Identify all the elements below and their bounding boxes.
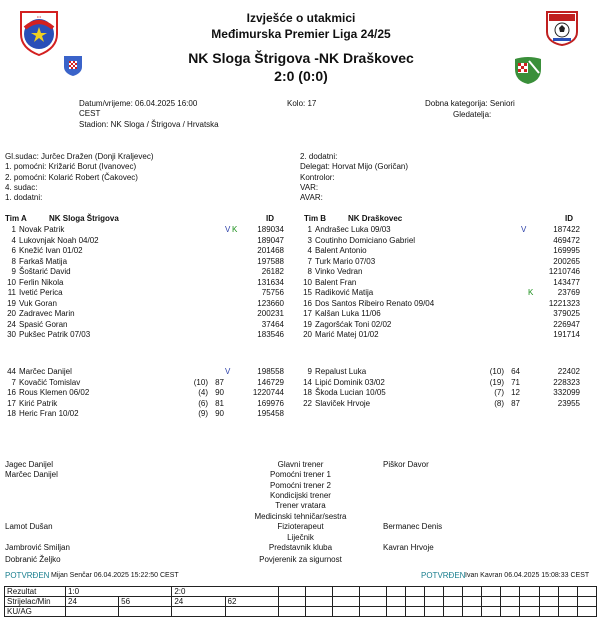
delegate: Delegat: Horvat Mijo (Goričan) <box>300 162 409 171</box>
confirm-left-tag: POTVRĐEN <box>5 571 50 580</box>
player-number: 16 <box>303 298 312 308</box>
timezone: CEST <box>79 109 101 118</box>
player-id: 183546 <box>257 330 284 339</box>
sub-minute: 90 <box>215 409 224 418</box>
sub-for: (10) <box>489 367 504 376</box>
player-name: Dos Santos Ribeiro Renato 09/04 <box>315 298 435 308</box>
role-goalkeeper-coach: Trener vratara <box>275 501 326 510</box>
player-id: 198558 <box>257 367 284 376</box>
sub-minute: 64 <box>511 367 520 376</box>
player-number: 6 <box>11 246 16 255</box>
sub-minute: 87 <box>215 377 224 387</box>
score-cell-2: 2:0 <box>172 587 278 597</box>
staff-right-2: Bermanec Denis <box>383 522 443 531</box>
staff-left-3: Lamot Dušan <box>5 522 53 531</box>
player-name: Vinko Vedran <box>315 267 363 276</box>
role-club-representative: Predstavnik kluba <box>268 543 333 552</box>
player-number: 20 <box>303 330 312 339</box>
player-id: 228323 <box>553 377 580 387</box>
player-name: Novak Patrik <box>19 225 65 234</box>
player-number: 18 <box>303 388 312 397</box>
staff-right-1: Piškor Davor <box>383 460 429 469</box>
player-name: Heric Fran 10/02 <box>19 409 79 418</box>
player-name: Radiković Matija <box>315 288 374 297</box>
player-name: Spasić Goran <box>19 319 68 329</box>
player-id: 123660 <box>257 298 284 308</box>
player-id: 23955 <box>557 398 580 408</box>
player-number: 4 <box>307 246 312 255</box>
player-id: 200231 <box>257 309 284 318</box>
role-doctor: Liječnik <box>287 533 314 542</box>
player-name: Rous Klemen 06/02 <box>19 388 90 397</box>
team-a-id-header: ID <box>266 214 274 223</box>
player-number: 18 <box>7 409 16 418</box>
player-number: 17 <box>303 309 312 318</box>
player-name: Kirić Patrik <box>19 398 58 408</box>
player-number: 1 <box>307 225 312 234</box>
player-id: 75756 <box>261 288 284 297</box>
player-name: Knežić Ivan 01/02 <box>19 246 83 255</box>
player-number: 7 <box>307 256 312 266</box>
player-id: 22402 <box>557 367 580 376</box>
scorers-label-cell: Strijelac/Min <box>5 597 66 607</box>
player-number: 16 <box>7 388 16 397</box>
role-head-coach: Glavni trener <box>277 460 324 469</box>
role-badge: K <box>528 288 534 297</box>
player-name: Coutinho Domiciano Gabriel <box>315 235 416 245</box>
player-id: 23769 <box>557 288 580 297</box>
player-name: Balent Antonio <box>315 246 367 255</box>
scorer-min-4: 62 <box>225 597 278 607</box>
player-number: 15 <box>303 288 312 297</box>
scorer-min-1: 24 <box>66 597 119 607</box>
controller: Kontrolor: <box>300 173 335 182</box>
sub-for: (7) <box>494 388 504 397</box>
player-number: 24 <box>7 319 16 329</box>
player-id: 379025 <box>553 309 580 318</box>
assistant-referee-2: 2. pomoćni: Kolarić Robert (Čakovec) <box>5 173 138 182</box>
player-number: 11 <box>7 288 16 297</box>
sub-for: (10) <box>193 377 208 387</box>
final-score: 2:0 (0:0) <box>274 68 328 84</box>
player-id: 131634 <box>257 277 284 287</box>
sub-minute: 87 <box>511 398 520 408</box>
sub-minute: 90 <box>215 388 224 397</box>
team-a-label: Tim A <box>5 214 27 223</box>
age-category: Dobna kategorija: Seniori <box>425 99 515 108</box>
player-name: Šoštarić David <box>19 267 71 276</box>
staff-left-1: Jagec Danijel <box>5 460 54 469</box>
role-badge: V <box>225 367 231 376</box>
player-number: 30 <box>7 330 16 339</box>
player-number: 10 <box>7 277 16 287</box>
additional-official-2: 2. dodatni: <box>300 152 338 161</box>
player-name: Zagoršćak Toni 02/02 <box>315 319 392 329</box>
player-id: 1210746 <box>548 267 580 276</box>
player-number: 9 <box>307 367 312 376</box>
player-name: Slaviček Hrvoje <box>315 398 371 408</box>
player-number: 22 <box>303 398 312 408</box>
confirm-right-text: Ivan Kavran 06.04.2025 15:08:33 CEST <box>465 572 590 579</box>
avar-official: AVAR: <box>300 193 323 202</box>
player-id: 189047 <box>257 235 284 245</box>
confirm-left-text: Mijan Senčar 06.04.2025 15:22:50 CEST <box>51 572 179 579</box>
role-badge: K <box>232 225 238 234</box>
player-id: 169995 <box>553 246 580 255</box>
player-number: 19 <box>303 319 312 329</box>
player-number: 10 <box>303 277 312 287</box>
results-row-scorers <box>5 597 597 607</box>
player-name: Škoda Lucian 10/05 <box>315 388 386 397</box>
player-name: Farkaš Matija <box>19 256 68 266</box>
player-id: 169976 <box>257 398 284 408</box>
player-id: 189034 <box>257 225 284 234</box>
player-id: 143477 <box>553 277 580 287</box>
results-table <box>4 586 597 617</box>
player-number: 44 <box>7 367 16 376</box>
results-row-ku <box>5 607 597 617</box>
player-name: Pukšec Patrik 07/03 <box>19 330 91 339</box>
player-number: 1 <box>11 225 16 234</box>
var-official: VAR: <box>300 183 319 192</box>
player-number: 7 <box>11 377 16 387</box>
player-name: Lipić Dominik 03/02 <box>315 377 385 387</box>
staff-left-2: Marčec Danijel <box>5 470 58 479</box>
ku-label-cell: KU/AG <box>5 607 66 617</box>
sub-for: (6) <box>198 398 208 408</box>
player-id: 191714 <box>553 330 580 339</box>
player-id: 197588 <box>257 256 284 266</box>
spectators: Gledatelja: <box>453 110 492 119</box>
player-id: 200265 <box>553 256 580 266</box>
player-id: 146729 <box>257 377 284 387</box>
player-number: 14 <box>303 377 312 387</box>
player-id: 1220744 <box>252 388 284 397</box>
additional-official-1: 1. dodatni: <box>5 193 43 202</box>
player-name: Lukovnjak Noah 04/02 <box>19 235 99 245</box>
sub-minute: 71 <box>511 377 520 387</box>
player-name: Turk Mario 07/03 <box>315 256 376 266</box>
staff-right-3: Kavran Hrvoje <box>383 543 434 552</box>
role-assistant-coach-2: Pomoćni trener 2 <box>270 481 331 490</box>
player-name: Ferlin Nikola <box>19 277 64 287</box>
player-number: 19 <box>7 298 16 308</box>
round: Kolo: 17 <box>287 99 317 108</box>
player-number: 20 <box>7 309 16 318</box>
scorer-min-3: 24 <box>172 597 225 607</box>
match-title: NK Sloga Štrigova -NK Draškovec <box>188 50 414 66</box>
scorer-min-2: 56 <box>119 597 172 607</box>
sub-minute: 12 <box>511 388 520 397</box>
player-name: Marčec Danijel <box>19 367 72 376</box>
team-a-name: NK Sloga Štrigova <box>49 214 119 223</box>
match-datetime: Datum/vrijeme: 06.04.2025 16:00 <box>79 99 198 108</box>
team-b-label: Tim B <box>304 214 327 223</box>
role-badge: V <box>225 225 231 234</box>
main-referee: Gl.sudac: Jurčec Dražen (Donji Kraljevec) <box>5 152 154 161</box>
fourth-official: 4. sudac: <box>5 183 38 192</box>
report-title: Izvješće o utakmici <box>246 11 356 25</box>
player-name: Marić Matej 01/02 <box>315 330 379 339</box>
sub-for: (4) <box>198 388 208 397</box>
results-row-score <box>5 587 597 597</box>
svg-text:•••: ••• <box>36 14 42 19</box>
player-name: Ivetić Perica <box>19 288 63 297</box>
assistant-referee-1: 1. pomoćni: Križarić Borut (Ivanovec) <box>5 162 137 171</box>
role-badge: V <box>521 225 527 234</box>
player-number: 8 <box>307 267 312 276</box>
staff-left-4: Jambrović Smiljan <box>5 543 70 552</box>
stadium: Stadion: NK Sloga / Štrigova / Hrvatska <box>79 120 219 129</box>
player-id: 26182 <box>261 267 284 276</box>
player-id: 1221323 <box>548 298 580 308</box>
player-number: 17 <box>7 398 16 408</box>
role-fitness-coach: Kondicijski trener <box>270 491 331 500</box>
results-label-cell: Rezultat <box>5 587 66 597</box>
staff-left-5: Dobranić Željko <box>5 555 61 564</box>
player-number: 8 <box>11 256 16 266</box>
player-id: 226947 <box>553 319 580 329</box>
sub-for: (8) <box>494 398 504 408</box>
team-b-id-header: ID <box>565 214 573 223</box>
role-medical-technician: Medicinski tehničar/sestra <box>254 512 347 521</box>
player-id: 469472 <box>553 235 580 245</box>
sub-minute: 81 <box>215 398 224 408</box>
player-number: 9 <box>11 267 16 276</box>
player-name: Kovačić Tomislav <box>19 377 81 387</box>
player-name: Vuk Goran <box>19 298 57 308</box>
score-cell-1: 1:0 <box>66 587 172 597</box>
player-name: Kalšan Luka 11/06 <box>315 309 381 318</box>
sub-for: (9) <box>198 409 208 418</box>
player-number: 3 <box>307 235 312 245</box>
player-name: Balent Fran <box>315 277 357 287</box>
sub-for: (19) <box>489 377 504 387</box>
player-id: 187422 <box>553 225 580 234</box>
team-b-name: NK Draškovec <box>348 214 403 223</box>
role-assistant-coach-1: Pomoćni trener 1 <box>270 470 331 479</box>
player-id: 332099 <box>553 388 580 397</box>
player-id: 37464 <box>261 319 284 329</box>
player-name: Zadravec Marin <box>19 309 75 318</box>
player-number: 4 <box>11 235 16 245</box>
player-id: 201468 <box>257 246 284 255</box>
role-security-officer: Povjerenik za sigurnost <box>259 555 342 564</box>
player-name: Repalust Luka <box>315 367 367 376</box>
confirm-right-tag: POTVRĐEN <box>421 571 466 580</box>
player-id: 195458 <box>257 409 284 418</box>
player-name: Andrašec Luka 09/03 <box>315 225 391 234</box>
league-name: Međimurska Premier Liga 24/25 <box>211 27 391 41</box>
role-physiotherapist: Fizioterapeut <box>277 522 324 531</box>
